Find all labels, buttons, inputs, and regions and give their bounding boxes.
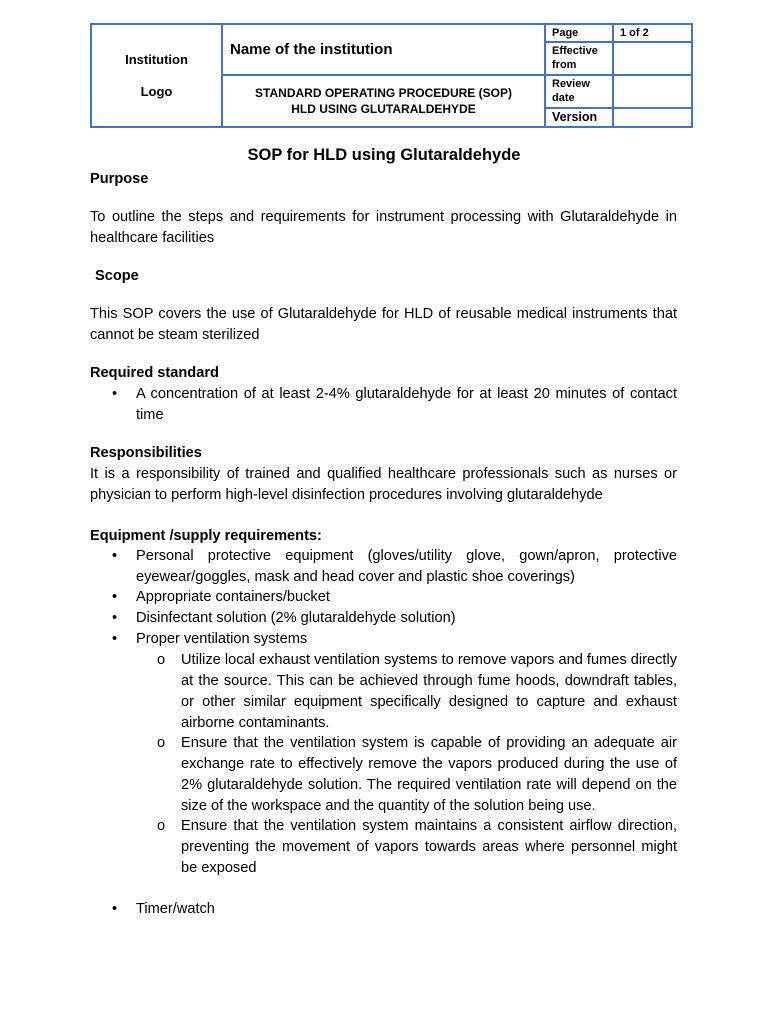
equipment-item: Disinfectant solution (2% glutaraldehyde solution) (136, 610, 456, 626)
institution-logo-cell (92, 25, 223, 126)
bullet-glyph: • (112, 610, 118, 626)
standard-item: A concentration of at least 2-4% glutaraldehyde for at least 20 minutes of contact time (136, 386, 677, 423)
responsibilities-heading: Responsibilities (90, 445, 202, 461)
sub-bullet-glyph: o (157, 735, 166, 751)
header-table (90, 23, 693, 128)
sub-bullet-glyph: o (157, 818, 166, 834)
scope-text: This SOP covers the use of Glutaraldehyde for HLD of reusable medical instruments that cannot be steam sterilized (90, 306, 677, 343)
page-value: 1 of 2 (614, 25, 691, 43)
logo-line-1: Institution (125, 52, 188, 67)
ventilation-subitem: Utilize local exhaust ventilation systems to remove vapors and fumes directly at the source. This can be achieved through fume hoods, downdraft tables, or other similar equipment specifically designed to capture and exhaust airborne contaminants. (181, 652, 677, 731)
bullet-glyph: • (112, 589, 118, 605)
purpose-heading: Purpose (90, 171, 149, 187)
effective-from-value (614, 43, 691, 76)
bullet-glyph: • (112, 901, 118, 917)
bullet-glyph: • (112, 386, 118, 402)
effective-from-label: Effective from (546, 43, 614, 76)
bullet-glyph: • (112, 631, 118, 647)
equipment-item: Personal protective equipment (gloves/utility glove, gown/apron, protective eyewear/goggles, mask and head cover and plastic shoe coverings) (136, 548, 677, 585)
version-label: Version (546, 109, 614, 126)
responsibilities-text: It is a responsibility of trained and qualified healthcare professionals such as nurses or physician to perform high-level disinfection procedures involving glutaraldehyde (90, 466, 677, 503)
equipment-item: Proper ventilation systems (136, 631, 308, 647)
sop-title-cell (223, 76, 546, 126)
required-standard-heading: Required standard (90, 365, 219, 381)
scope-heading: Scope (95, 268, 139, 284)
ventilation-subitem: Ensure that the ventilation system is capable of providing an adequate air exchange rate to effectively remove the vapors produced during the use of 2% glutaraldehyde solution. The required ventilation rate will depend on the size of the workspace and the quantity of the solution being use. (181, 735, 677, 814)
page-label: Page (546, 25, 614, 43)
version-value (614, 109, 691, 126)
equipment-item: Timer/watch (136, 901, 215, 917)
equipment-heading: Equipment /supply requirements: (90, 528, 322, 544)
sop-title-line-1: STANDARD OPERATING PROCEDURE (SOP) (255, 86, 512, 100)
sop-title-line-2: HLD USING GLUTARALDEHYDE (291, 102, 476, 116)
bullet-glyph: • (112, 548, 118, 564)
purpose-text: To outline the steps and requirements for instrument processing with Glutaraldehyde in healthcare facilities (90, 209, 677, 246)
review-date-value (614, 76, 691, 109)
review-date-label: Review date (546, 76, 614, 109)
sub-bullet-glyph: o (157, 652, 166, 668)
logo-line-2: Logo (140, 84, 173, 99)
document-title: SOP for HLD using Glutaraldehyde (247, 146, 521, 164)
ventilation-subitem: Ensure that the ventilation system maintains a consistent airflow direction, preventing the movement of vapors towards areas where personnel might be exposed (181, 818, 677, 876)
equipment-item: Appropriate containers/bucket (136, 589, 330, 605)
institution-name: Name of the institution (223, 25, 546, 76)
